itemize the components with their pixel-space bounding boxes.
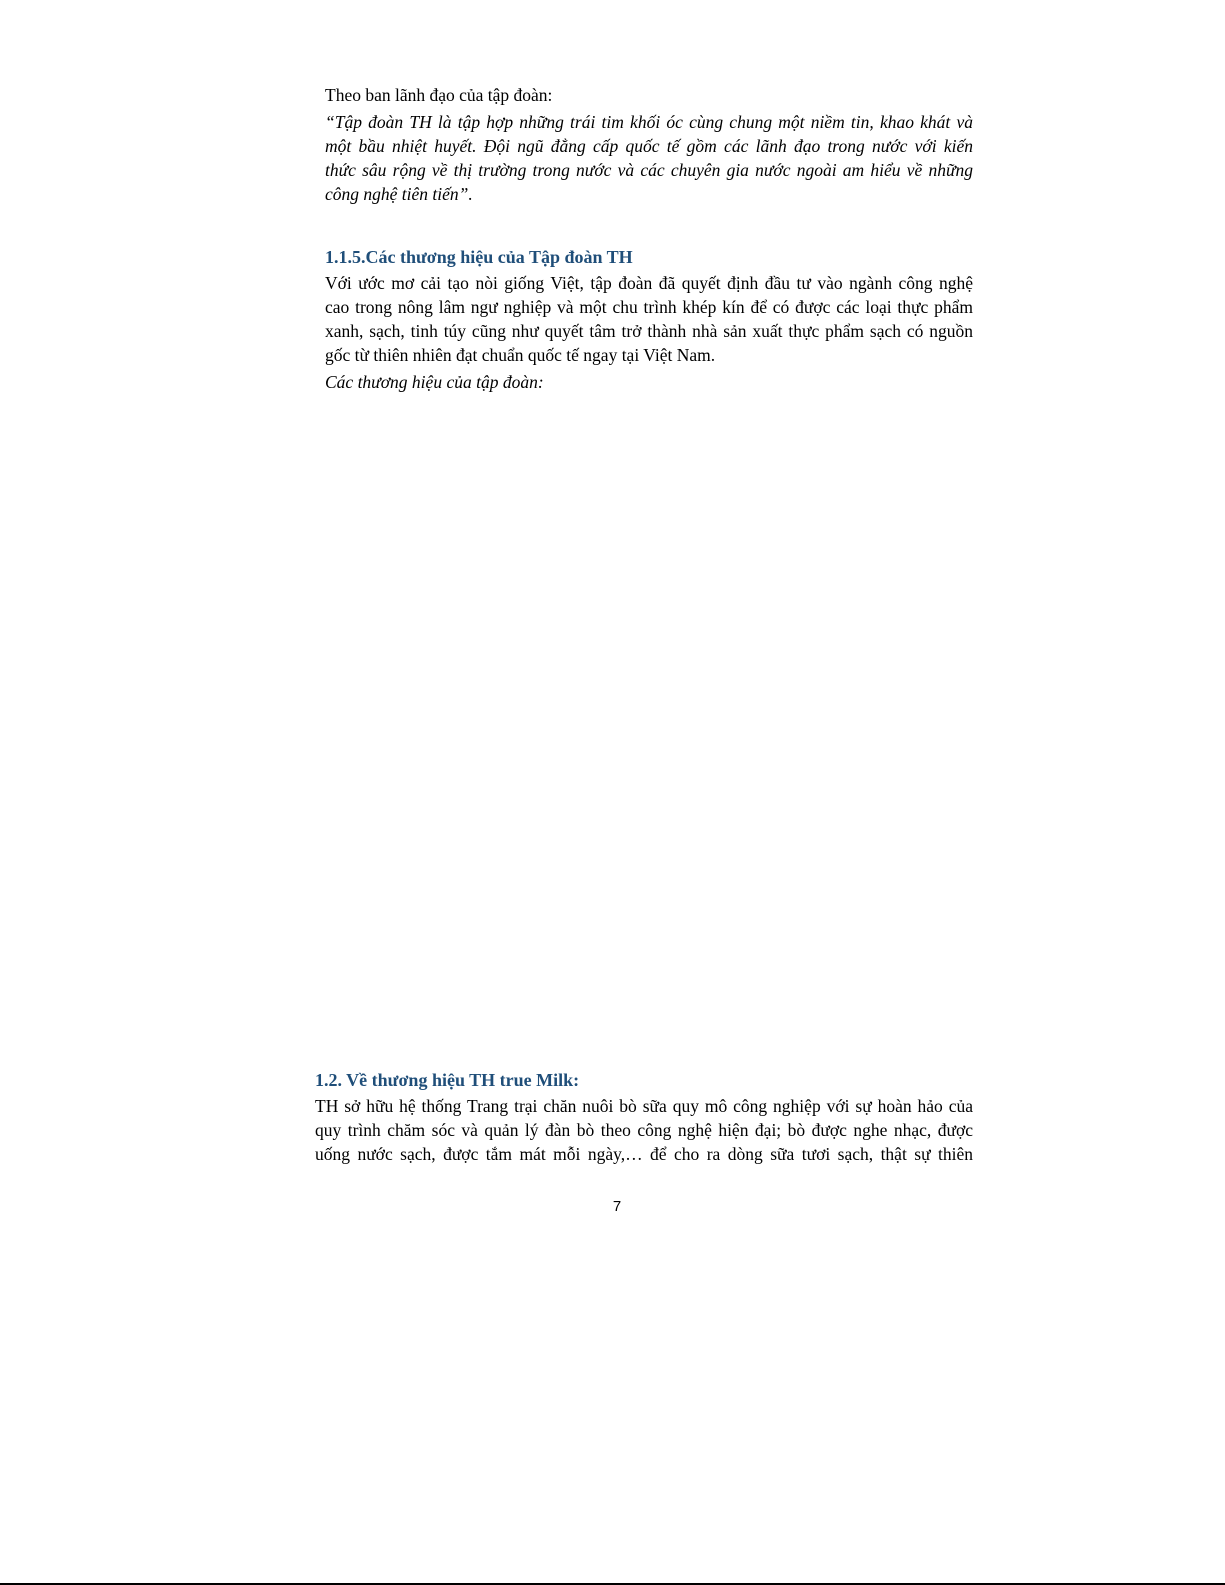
section-115-line-3: xanh, sạch, tinh túy cũng như quyết tâm trở thành nhà sản xuất thực phẩm sạch có nguồn	[325, 321, 973, 341]
section-115-line-4: gốc từ thiên nhiên đạt chuẩn quốc tế ngay tại Việt Nam.	[325, 345, 716, 365]
brands-image-area	[325, 405, 973, 1060]
intro-line: Theo ban lãnh đạo của tập đoàn:	[325, 85, 553, 105]
brands-caption: Các thương hiệu của tập đoàn:	[325, 372, 544, 392]
section-115-line-2: cao trong nông lâm ngư nghiệp và một chu trình khép kín để có được các loại thực phẩm	[325, 297, 973, 317]
section-115-number: 1.1.5.	[325, 247, 366, 267]
quote-line-2: một bầu nhiệt huyết. Đội ngũ đẳng cấp quốc tế gồm các lãnh đạo trong nước với kiến	[325, 136, 973, 156]
section-115-heading	[325, 245, 633, 269]
quote-line-4: công nghệ tiên tiến”.	[325, 184, 473, 204]
section-115-line-1: Với ước mơ cải tạo nòi giống Việt, tập đoàn đã quyết định đầu tư vào ngành công nghệ	[325, 273, 973, 293]
section-12-line-1: TH sở hữu hệ thống Trang trại chăn nuôi bò sữa quy mô công nghiệp với sự hoàn hảo của	[315, 1096, 973, 1116]
section-12-line-3: uống nước sạch, được tắm mát mỗi ngày,… để cho ra dòng sữa tươi sạch, thật sự thiên	[315, 1144, 973, 1164]
section-12-line-2: quy trình chăm sóc và quản lý đàn bò theo công nghệ hiện đại; bò được nghe nhạc, được	[315, 1120, 973, 1140]
quote-line-1: “Tập đoàn TH là tập hợp những trái tim khối óc cùng chung một niềm tin, khao khát và	[325, 112, 973, 132]
page-number: 7	[612, 1198, 622, 1215]
section-115-title: Các thương hiệu của Tập đoàn TH	[365, 247, 633, 267]
quote-line-3: thức sâu rộng về thị trường trong nước và các chuyên gia nước ngoài am hiểu về những	[325, 160, 973, 180]
section-12-heading: 1.2. Về thương hiệu TH true Milk:	[315, 1070, 580, 1090]
